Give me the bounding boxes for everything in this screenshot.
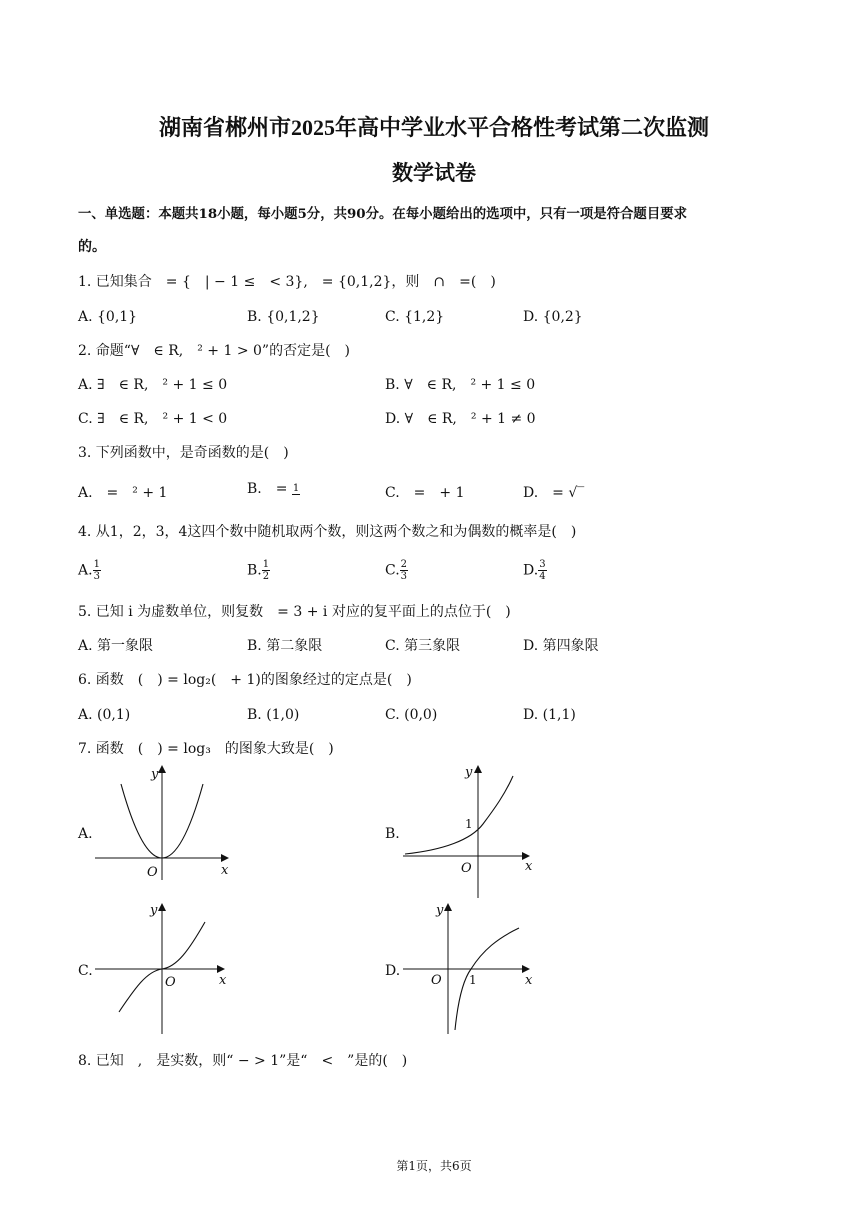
question-7-stem: 7. 函数 ( ) = log₃ 的图象大致是( ) [78, 741, 334, 757]
question-1-option-a: A. {0,1} [78, 309, 138, 325]
question-6-option-a: A. (0,1) [78, 707, 131, 723]
question-7-option-d: D. [385, 963, 401, 979]
x-label: x [525, 973, 533, 988]
question-2-option-b: B. ∀ ∈ R, ² + 1 ≤ 0 [385, 377, 536, 393]
graph-option-d [403, 900, 538, 1035]
y-label: y [151, 767, 159, 782]
x-label: x [219, 973, 227, 988]
y-arrow-icon [158, 765, 166, 773]
page-title: 湖南省郴州市2025年高中学业水平合格性考试第二次监测 [158, 115, 709, 140]
curve [405, 776, 513, 854]
question-6-option-c: C. (0,0) [385, 707, 438, 723]
question-7-option-a: A. [78, 826, 93, 842]
question-8-stem: 8. 已知 , 是实数，则“ − > 1”是“ < ”是的( ) [78, 1053, 408, 1069]
question-3-option-b [247, 480, 300, 498]
question-2-option-c: C. ∃ ∈ R, ² + 1 < 0 [78, 411, 228, 427]
y-arrow-icon [158, 903, 166, 911]
question-4-stem: 4. 从1，2，3，4这四个数中随机取两个数，则这两个数之和为偶数的概率是( ) [78, 524, 577, 540]
y-label: y [150, 903, 158, 918]
curve [455, 928, 519, 1030]
y-label: y [436, 903, 444, 918]
fraction: 1 [292, 483, 300, 494]
question-4-option-a: A. $\frac{1}{3}$ [78, 559, 100, 582]
graph-option-a [95, 762, 235, 880]
origin-label: O [431, 973, 442, 988]
question-3-option-b-text: B. = [247, 481, 292, 497]
origin-label: O [147, 865, 158, 880]
one-label: 1 [469, 973, 477, 987]
section-header-line1: 一、单选题：本题共18小题，每小题5分，共90分。在每小题给出的选项中，只有一项是符合题目要求 [78, 206, 687, 222]
y-arrow-icon [444, 903, 452, 911]
one-label: 1 [465, 817, 473, 831]
question-3-option-d: D. = √‾ [523, 485, 585, 501]
x-arrow-icon [221, 854, 229, 862]
question-2-option-d: D. ∀ ∈ R, ² + 1 ≠ 0 [385, 411, 536, 427]
question-3-stem: 3. 下列函数中，是奇函数的是( ) [78, 445, 289, 461]
question-4-option-b: B. $\frac{1}{2}$ [247, 559, 270, 582]
graph-option-b [403, 762, 538, 900]
x-arrow-icon [522, 965, 530, 973]
question-5-option-b: B. 第二象限 [247, 638, 323, 654]
question-6-stem: 6. 函数 ( ) = log₂( + 1)的图象经过的定点是( ) [78, 672, 412, 688]
question-5-option-d: D. 第四象限 [523, 638, 599, 654]
origin-label: O [461, 861, 472, 876]
question-3-option-a: A. = ² + 1 [78, 485, 168, 501]
question-1-option-c: C. {1,2} [385, 309, 445, 325]
question-4-option-d: D. $\frac{3}{4}$ [523, 559, 546, 582]
question-7-option-c: C. [78, 963, 93, 979]
y-arrow-icon [474, 765, 482, 773]
x-label: x [221, 863, 229, 878]
question-1-option-b: B. {0,1,2} [247, 309, 320, 325]
question-5-stem: 5. 已知 i 为虚数单位，则复数 = 3 + i 对应的复平面上的点位于( ) [78, 604, 511, 620]
section-header-line2: 的。 [78, 239, 106, 255]
question-4-option-c: C. $\frac{2}{3}$ [385, 559, 408, 582]
question-1-option-d: D. {0,2} [523, 309, 583, 325]
question-2-stem: 2. 命题“∀ ∈ R, ² + 1 > 0”的否定是( ) [78, 343, 350, 359]
question-6-option-b: B. (1,0) [247, 707, 300, 723]
graph-option-c [95, 900, 235, 1035]
y-label: y [465, 765, 473, 780]
x-label: x [525, 859, 533, 874]
page-footer: 第1页，共6页 [396, 1159, 472, 1173]
question-5-option-c: C. 第三象限 [385, 638, 461, 654]
x-arrow-icon [217, 965, 225, 973]
page-subtitle: 数学试卷 [392, 161, 476, 185]
question-1-stem: 1. 已知集合 = { | − 1 ≤ < 3}, = {0,1,2}，则 ∩ =( ) [78, 274, 496, 290]
origin-label: O [165, 975, 176, 990]
question-3-option-c: C. = + 1 [385, 485, 465, 501]
question-6-option-d: D. (1,1) [523, 707, 576, 723]
question-2-option-a: A. ∃ ∈ R, ² + 1 ≤ 0 [78, 377, 228, 393]
question-5-option-a: A. 第一象限 [78, 638, 154, 654]
question-7-option-b: B. [385, 826, 400, 842]
